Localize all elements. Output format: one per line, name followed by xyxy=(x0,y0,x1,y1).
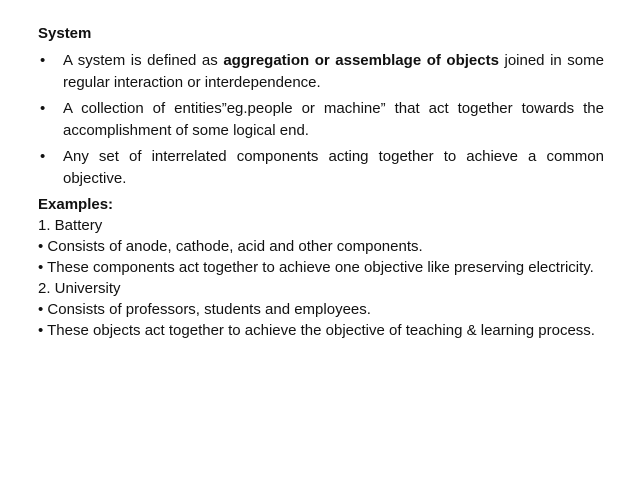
example-line: • These objects act together to achieve the objective of teaching & learning process. xyxy=(38,322,595,339)
examples-list xyxy=(38,215,604,341)
slide-heading: System xyxy=(38,25,92,42)
definition-item xyxy=(38,98,604,142)
definition-text-start: A system is defined as xyxy=(63,52,224,69)
example-line: 2. University xyxy=(38,280,121,297)
examples-heading: Examples: xyxy=(38,196,114,213)
bullet-icon: • xyxy=(40,52,46,69)
example-line: • Consists of anode, cathode, acid and other components. xyxy=(38,238,423,255)
definition-list xyxy=(38,50,604,190)
definition-item xyxy=(38,50,604,94)
example-line: • These components act together to achieve one objective like preserving electricity. xyxy=(38,259,594,276)
example-line: 1. Battery xyxy=(38,217,103,234)
definition-text: Any set of interrelated components acting together to achieve a common objective. xyxy=(63,148,604,187)
definition-emphasis: aggregation or assemblage of objects xyxy=(223,52,499,69)
bullet-icon: • xyxy=(40,148,46,165)
example-line: • Consists of professors, students and employees. xyxy=(38,301,371,318)
bullet-icon: • xyxy=(40,100,46,117)
definition-text: A collection of entities”eg.people or machine” that act together towards the accomplishment of some logical end. xyxy=(63,100,604,139)
slide-content xyxy=(38,24,604,341)
definition-text-end: joined in some regular interaction or interdependence. xyxy=(63,52,604,91)
definition-item xyxy=(38,146,604,190)
